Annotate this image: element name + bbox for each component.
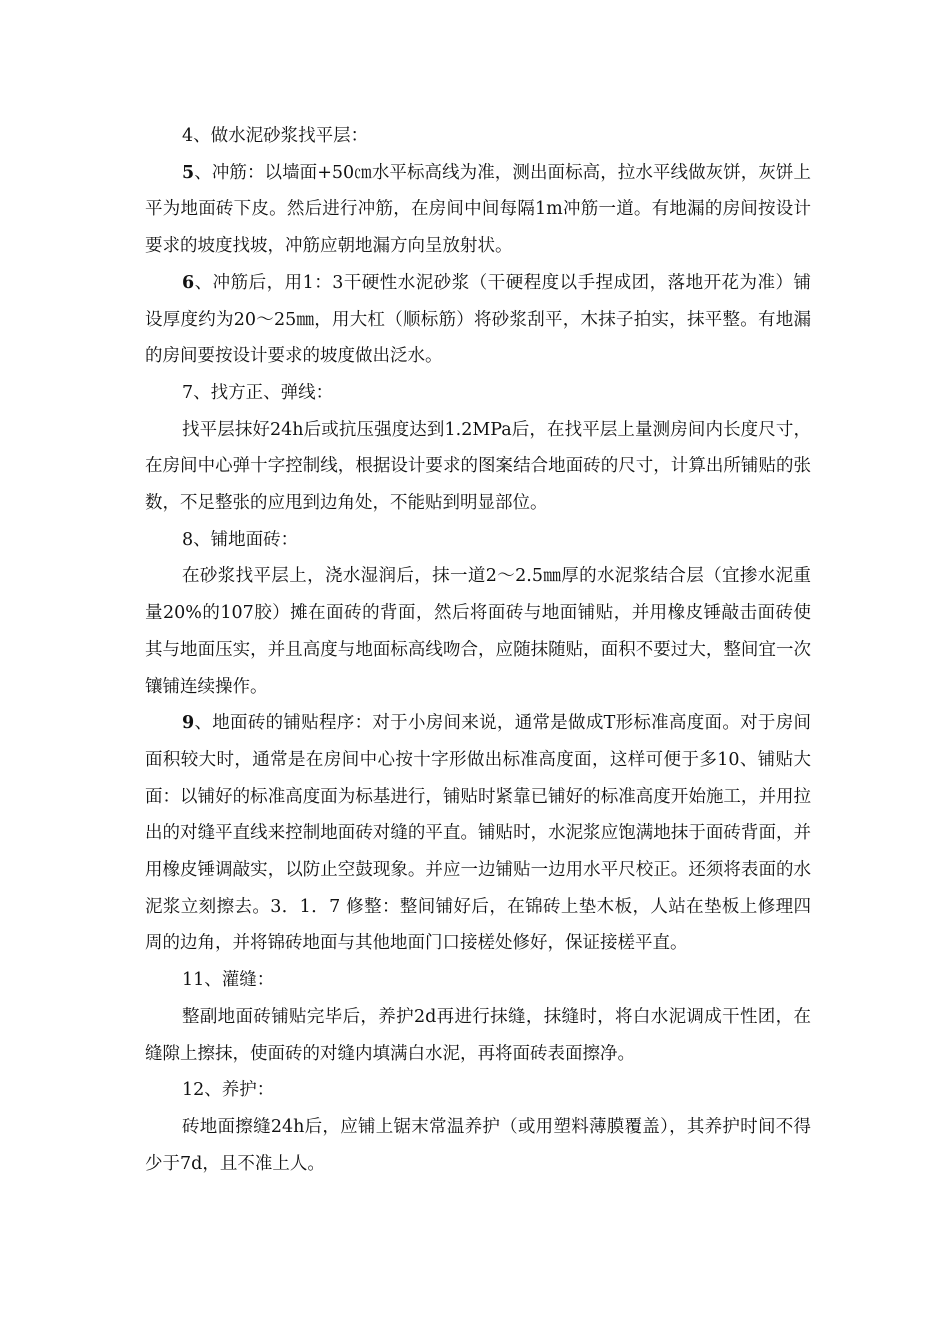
paragraph-step-8-body <box>145 558 811 705</box>
paragraph-text: 8、铺地面砖： <box>182 529 299 550</box>
paragraph-step-7-heading <box>145 375 811 412</box>
paragraph-text: 11、灌缝： <box>182 970 275 991</box>
step-number: 9 <box>182 713 195 734</box>
paragraph-step-12-heading <box>145 1072 811 1109</box>
document-body <box>145 118 811 1182</box>
paragraph-text: 、地面砖的铺贴程序：对于小房间来说，通常是做成T形标准高度面。对于房间面积较大时，通常是在房间中心按十字形做出标准高度面，这样可便于多10、铺贴大面：以铺好的标准高度面为标基进行，铺贴时紧靠已铺好的标准高度开始施工，并用拉出的对缝平直线来控制地面砖对缝的平直。铺贴时，水泥浆应饱满地抹于面砖背面，并用橡皮锤调敲实，以防止空鼓现象。并应一边铺贴一边用水平尺校正。还须将表面的水泥浆立刻擦去。3．1．7 修整：整间铺好后，在锦砖上垫木板，人站在垫板上修理四周的边角，并将锦砖地面与其他地面门口接槎处修好，保证接槎平直。 <box>145 713 811 954</box>
paragraph-step-5 <box>145 155 811 265</box>
paragraph-step-11-heading <box>145 962 811 999</box>
paragraph-text: 在砂浆找平层上，浇水湿润后，抹一道2～2.5㎜厚的水泥浆结合层（宜掺水泥重量20%的107胶）摊在面砖的背面，然后将面砖与地面铺贴，并用橡皮锤敲击面砖使其与地面压实，并且高度与地面标高线吻合，应随抹随贴，面积不要过大，整间宜一次镶铺连续操作。 <box>145 566 811 697</box>
paragraph-text: 7、找方正、弹线： <box>182 382 334 403</box>
paragraph-step-9 <box>145 705 811 962</box>
step-number: 5 <box>182 162 195 183</box>
paragraph-step-6 <box>145 265 811 375</box>
paragraph-step-4-heading <box>145 118 811 155</box>
paragraph-text: 4、做水泥砂浆找平层： <box>182 126 369 146</box>
paragraph-text: 、冲筋后，用1：3干硬性水泥砂浆（干硬程度以手捏成团，落地开花为准）铺设厚度约为20～25㎜，用大杠（顺标筋）将砂浆刮平，木抹子拍实，抹平整。有地漏的房间要按设计要求的坡度做出泛水。 <box>145 272 811 367</box>
paragraph-text: 12、养护： <box>182 1080 275 1101</box>
paragraph-step-11-body <box>145 999 811 1072</box>
paragraph-text: 找平层抹好24h后或抗压强度达到1.2MPa后，在找平层上量测房间内长度尺寸，在房间中心弹十字控制线，根据设计要求的图案结合地面砖的尺寸，计算出所铺贴的张数，不足整张的应甩到边角处，不能贴到明显部位。 <box>145 419 811 514</box>
paragraph-text: 整副地面砖铺贴完毕后，养护2d再进行抹缝，抹缝时，将白水泥调成干性团，在缝隙上擦抹，使面砖的对缝内填满白水泥，再将面砖表面擦净。 <box>145 1006 811 1064</box>
paragraph-step-7-body <box>145 412 811 522</box>
step-number: 6 <box>182 272 195 293</box>
paragraph-text: 、冲筋：以墙面+50㎝水平标高线为准，测出面标高，拉水平线做灰饼，灰饼上平为地面砖下皮。然后进行冲筋，在房间中间每隔1m冲筋一道。有地漏的房间按设计要求的坡度找坡，冲筋应朝地漏方向呈放射状。 <box>145 162 811 257</box>
paragraph-step-12-body <box>145 1109 811 1182</box>
paragraph-text: 砖地面擦缝24h后，应铺上锯末常温养护（或用塑料薄膜覆盖），其养护时间不得少于7d，且不准上人。 <box>145 1116 811 1174</box>
paragraph-step-8-heading <box>145 522 811 559</box>
